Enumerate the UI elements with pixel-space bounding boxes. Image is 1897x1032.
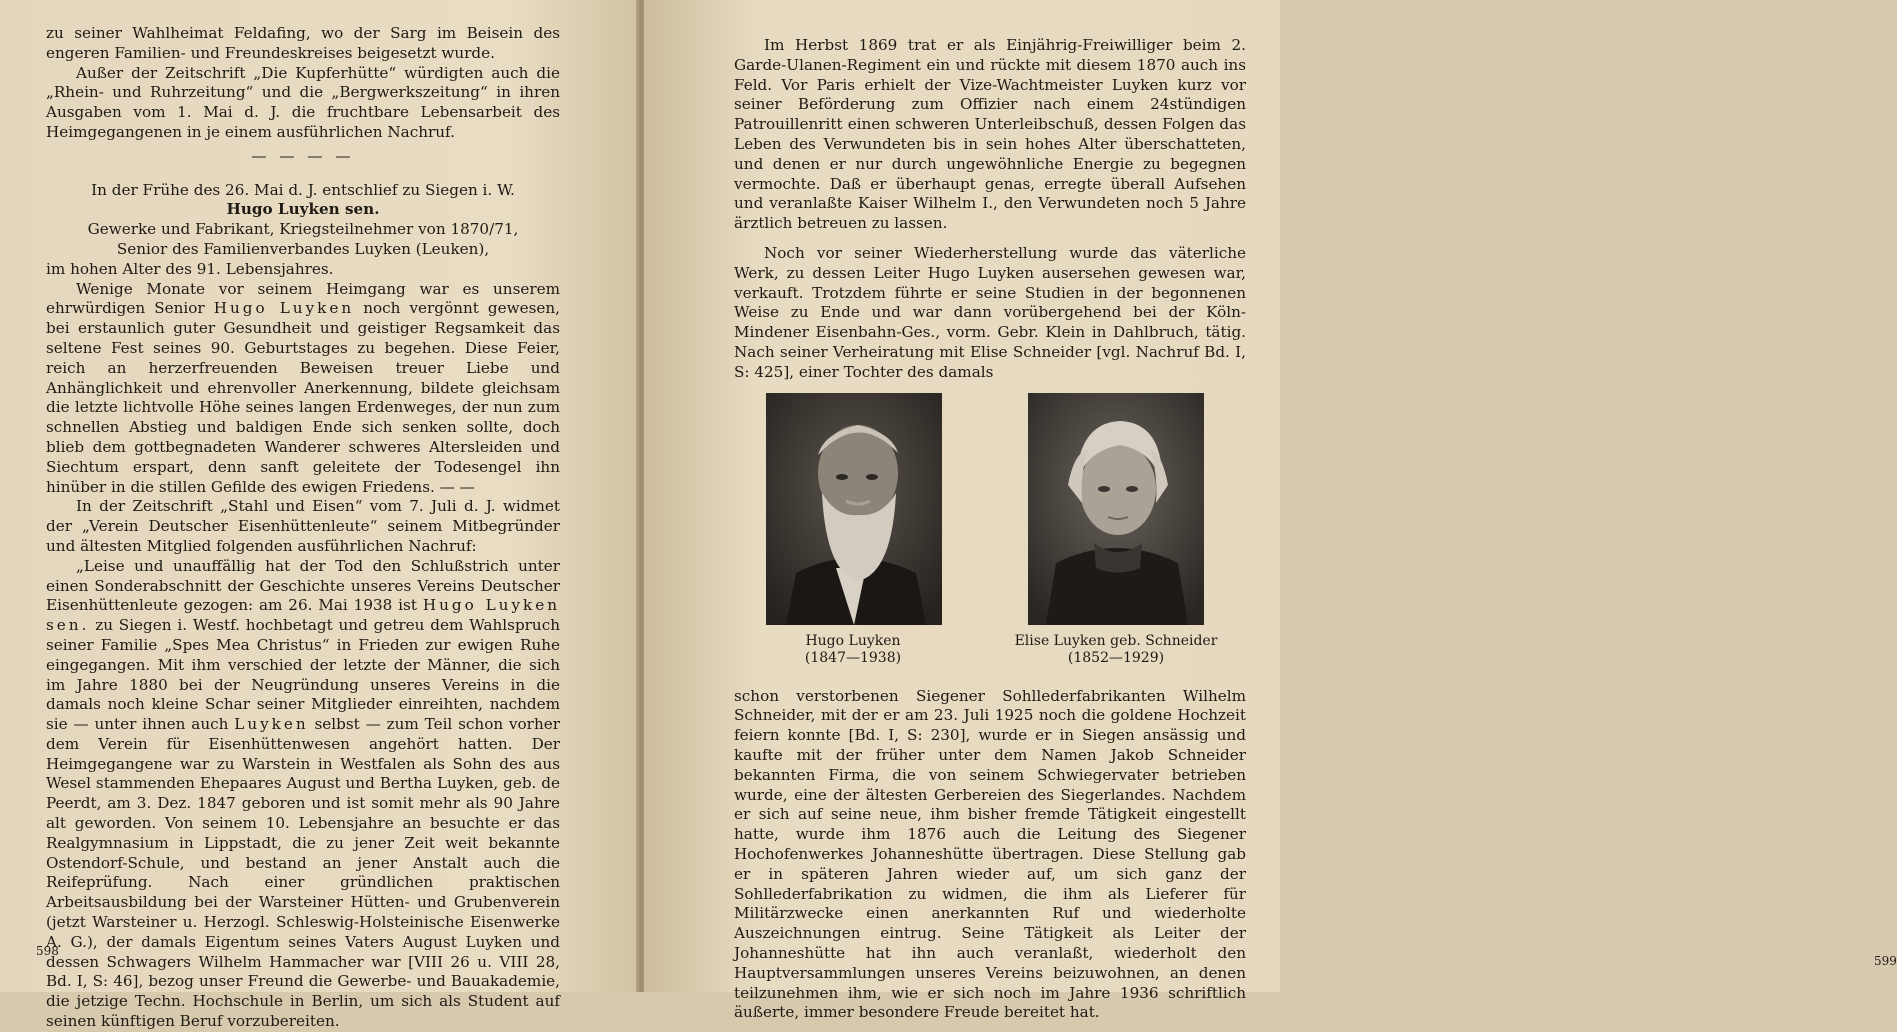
obituary-title-line: Senior des Familienverbandes Luyken (Leuken), bbox=[116, 239, 490, 258]
page-number: 599 bbox=[1874, 954, 1897, 968]
death-announcement: In der Frühe des 26. Mai d. J. entschlief zu Siegen i. W. bbox=[91, 180, 515, 199]
obituary-title-line: Gewerke und Fabrikant, Kriegsteilnehmer von 1870/71, bbox=[87, 220, 519, 239]
paragraph bbox=[46, 280, 560, 498]
right-page bbox=[644, 0, 1897, 1022]
left-text-column bbox=[46, 24, 560, 1032]
text-run: Wenige Monate vor seinem Heimgang war es unserem ehrwürdigen Senior bbox=[46, 279, 560, 318]
caption-name: Elise Luyken geb. Schneider bbox=[1014, 632, 1218, 649]
text-run: noch vergönnt gewesen, bei erstaunlich guter Gesundheit und geistiger Regsamkeit das seltene Fest seines 90. Geburtstages zu begehen. Diese Feier, reich an herzerfreuenden Beweisen treuer Liebe und Anhänglichkeit und ehrenvoller Anerkennung, bildete gleichsam die letzte lichtvolle Höhe seines langen Erdenweges, der nun zum schnellen Abstieg und baldigen Ende sich senken sollte, doch blieb dem gottbegnadeten Wanderer schweres Altersleiden und Siechtum erspart, denn sanft geleitete der Todesengel ihn hinüber in die stillen Gefilde des ewigen Friedens. — — bbox=[46, 299, 561, 496]
obituary-title-line: im hohen Alter des 91. Lebensjahres. bbox=[46, 259, 334, 278]
portrait-elise-luyken bbox=[1028, 393, 1204, 625]
caption-years: (1852—1929) bbox=[1067, 649, 1165, 666]
spaced-name: Hugo Luyken bbox=[213, 299, 355, 318]
portrait-hugo-luyken bbox=[766, 393, 942, 625]
left-page bbox=[0, 0, 638, 1031]
caption-years: (1847—1938) bbox=[804, 649, 902, 666]
spaced-name: Hugo Luyken sen. bbox=[46, 596, 561, 635]
portrait-elderly-woman-image bbox=[1028, 393, 1204, 625]
paragraph: Noch vor seiner Wiederherstellung wurde das väterliche Werk, zu dessen Leiter Hugo Luyken ausersehen gewesen war, verkauft. Trotzdem führte er seine Studien in der begonnenen Weise zu Ende und war dann vorübergehend bei der Köln-Mindener Eisenbahn-Ges., vorm. Gebr. Klein in Dahlbruch, tätig. Nach seiner Verheiratung mit Elise Schneider [vgl. Nachruf Bd. I, S: 425], einer Tochter des damals bbox=[734, 243, 1246, 381]
text-run: selbst — zum Teil schon vorher dem Verein für Eisenhüttenwesen angehört hatten. Der Heimgegangene war zu Warstein in Westfalen als Sohn des aus Wesel stammenden Ehepaares August und Bertha Luyken, geb. de Peerdt, am 3. Dez. 1847 geboren und ist somit mehr als 90 Jahre alt geworden. Von seinem 10. Lebensjahre an besuchte er das Realgymnasium in Lippstadt, die zu jener Zeit weit bekannte Ostendorf-Schule, und bestand an jener Anstalt auch die Reifeprüfung. Nach einer gründlichen praktischen Arbeitsausbildung bei der Warsteiner Hütten- und Grubenverein (jetzt Warsteiner u. Herzogl. Schleswig-Holsteinische Eisenwerke A. G.), der damals Eigentum seines Vaters August Luyken und dessen Schwagers Wilhelm Hammacher war [VIII 26 u. VIII 28, Bd. I, S: 46], bezog unser Freund die Gewerbe- und Bauakademie, die jetzige Techn. Hochschule in Berlin, um sich als Student auf seinen künftigen Beruf vorzubereiten. bbox=[46, 715, 560, 1031]
portrait-caption bbox=[996, 633, 1236, 667]
paragraph bbox=[46, 557, 560, 1032]
paragraph: Im Herbst 1869 trat er als Einjährig-Freiwilliger beim 2. Garde-Ulanen-Regiment ein und rückte mit diesem 1870 auch ins Feld. Vor Paris erhielt der Vize-Wachtmeister Luyken kurz vor seiner Beförderung zum Offizier nach einem 24stündigen Patrouillenritt einen schweren Unterleibschuß, dessen Folgen das Leben des Verwundeten bis in sein hohes Alter überschatteten, und denen er nur durch ungewöhnliche Energie zu begegnen vermochte. Daß er überhaupt genas, erregte überall Aufsehen und veranlaßte Kaiser Wilhelm I., den Verwundeten noch 5 Jahre ärztlich betreuen zu lassen. bbox=[734, 36, 1246, 233]
paragraph: In der Zeitschrift „Stahl und Eisen“ vom 7. Juli d. J. widmet der „Verein Deutscher Eisenhüttenleute“ seinem Mitbegründer und ältesten Mitglied folgenden ausführlichen Nachruf: bbox=[46, 497, 560, 555]
text-run: „Leise und unauffällig hat der Tod den Schlußstrich unter einen Sonderabschnitt der Geschichte unseres Vereins Deutscher Eisenhüttenleute gezogen: am 26. Mai 1938 ist bbox=[46, 556, 560, 615]
portrait-row bbox=[734, 393, 1246, 683]
obituary-name: Hugo Luyken sen. bbox=[226, 200, 380, 219]
spaced-name: Luyken bbox=[234, 715, 309, 734]
portrait-caption bbox=[733, 633, 973, 667]
page-number: 598 bbox=[36, 944, 59, 958]
paragraph: Außer der Zeitschrift „Die Kupferhütte“ würdigten auch die „Rhein- und Ruhrzeitung“ und die „Bergwerkszeitung“ in ihren Ausgaben vom 1. Mai d. J. die fruchtbare Lebensarbeit des Heimgegangenen in je einem ausführlichen Nachruf. bbox=[46, 63, 560, 141]
paragraph: zu seiner Wahlheimat Feldafing, wo der Sarg im Beisein des engeren Familien- und Freundeskreises beigesetzt wurde. bbox=[46, 24, 560, 62]
right-text-column bbox=[734, 36, 1246, 1023]
paragraph: schon verstorbenen Siegener Sohllederfabrikanten Wilhelm Schneider, mit der er am 23. Juli 1925 noch die goldene Hochzeit feiern konnte [Bd. I, S: 230], wurde er in Siegen ansässig und kaufte mit der früher unter dem Namen Jakob Schneider bekannten Firma, die von seinem Schwiegervater betrieben wurde, eine der ältesten Gerbereien des Siegerlandes. Nachdem er sich auf seine neue, ihm bisher fremde Tätigkeit eingestellt hatte, wurde ihm 1876 auch die Leitung des Siegener Hochofenwerkes Johanneshütte übertragen. Diese Stellung gab er in späteren Jahren wieder auf, um sich ganz der Sohllederfabrikation zu widmen, die ihm als Lieferer für Militärzwecke einen anerkannten Ruf und wiederholte Auszeichnungen eintrug. Seine Tätigkeit als Leiter der Johanneshütte hat ihn auch veranlaßt, wiederholt den Hauptversammlungen unseres Vereins beizuwohnen, an denen teilzunehmen ihm, wie er sich noch im Jahre 1936 schriftlich äußerte, immer besondere Freude bereitet hat. bbox=[734, 686, 1246, 1022]
paragraph-gap bbox=[734, 234, 1246, 244]
portrait-bearded-man-image bbox=[766, 393, 942, 625]
section-separator: — — — — bbox=[251, 146, 355, 165]
text-run: zu Siegen i. Westf. hochbetagt und getreu dem Wahlspruch seiner Familie „Spes Mea Christus“ in Frieden zur ewigen Ruhe eingegangen. Mit ihm verschied der letzte der Männer, die sich im Jahre 1880 bei der Neugründung unseres Vereins in die damals noch kleine Schar seiner Mitglieder einreihten, nachdem sie — unter ihnen auch bbox=[46, 616, 560, 734]
caption-name: Hugo Luyken bbox=[805, 632, 901, 649]
